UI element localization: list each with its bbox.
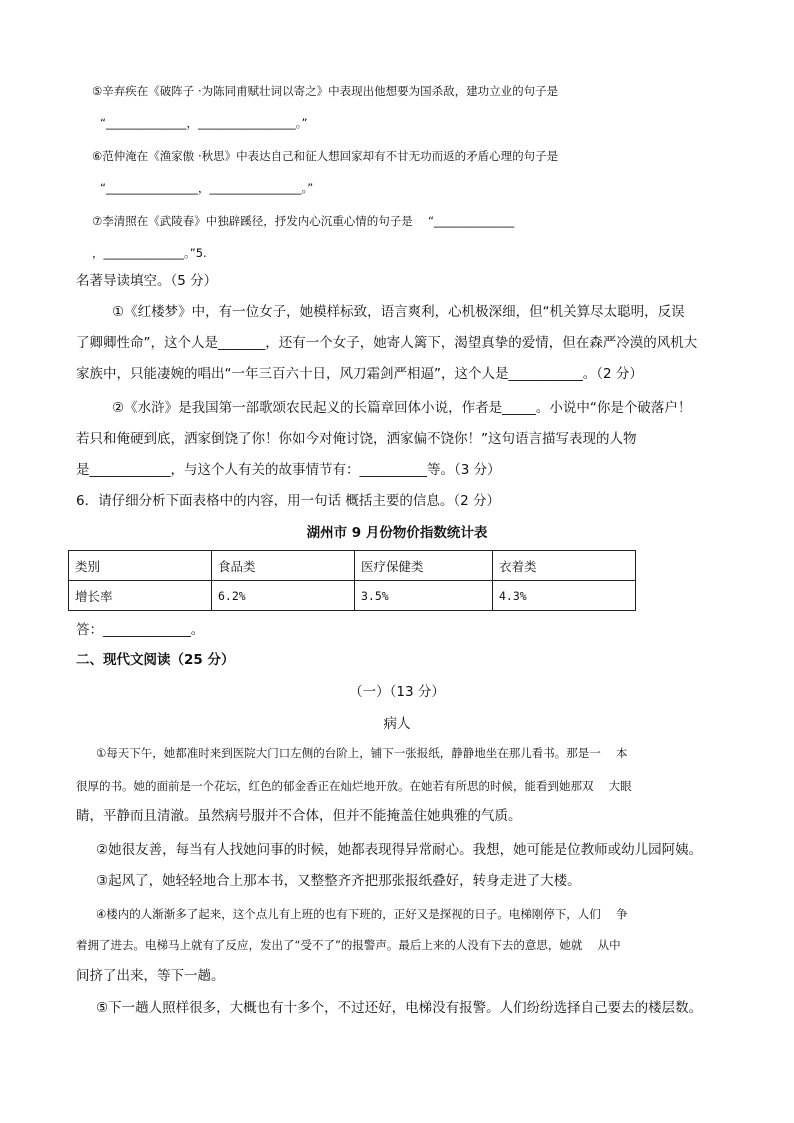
table-cell-medical: 3.5% <box>355 581 493 611</box>
question6-title: 6．请仔细分析下面表格中的内容，用一句话 概括主要的信息。（2 分） <box>76 493 501 509</box>
q5-prompt: ⑤辛弃疾在《破阵子 ·为陈同甫赋壮词以寄之》中表现出他想要为国杀敌，建功立业的句子是 <box>92 84 559 98</box>
part2-title: 二、现代文阅读（25 分） <box>76 652 235 668</box>
article-p5: ⑤下一趟人照样很多，大概也有十多个，不过还好，电梯没有报警。人们纷纷选择自己要去的楼层数。 <box>96 1000 703 1016</box>
q6-answer-blank: “________________，________________。” <box>100 181 314 195</box>
article-title: 病人 <box>383 716 411 732</box>
q7-prompt: ⑦李清照在《武陵春》中独辟蹊径，抒发内心沉重心情的句子是 “______________ <box>92 214 515 228</box>
article-p1-line1: ①每天下午，她都准时来到医院大门口左侧的台阶上，铺下一张报纸，静静地坐在那儿看书。那是一 本 <box>96 746 628 760</box>
section5-p1-line3: 家族中，只能凄婉的唱出“一年三百六十日，风刀霜剑严相逼”，这个人是___________。（2 分） <box>76 366 643 382</box>
article-p4-line2: 着拥了进去。电梯马上就有了反应，发出了“受不了”的报警声。最后上来的人没有下去的意思，她就 从中 <box>76 938 621 952</box>
price-index-table <box>68 550 636 611</box>
subsection-title: （一）（13 分） <box>349 684 445 700</box>
q7-answer-blank: ，______________。”5. <box>92 246 207 260</box>
table-cell-clothing: 4.3% <box>493 581 636 611</box>
table-cell-food: 6.2% <box>212 581 355 611</box>
table-header-clothing: 衣着类 <box>493 551 636 581</box>
section5-p2-line2: 若只和俺硬到底，洒家倒饶了你！你如今对俺讨饶，洒家偏不饶你！”这句语言描写表现的人物 <box>76 431 637 447</box>
article-p1-line3: 睛，平静而且清澈。虽然病号服并不合体，但并不能掩盖住她典雅的气质。 <box>76 808 522 824</box>
q5-answer-blank: “______________，_________________。” <box>100 116 308 130</box>
article-p3: ③起风了，她轻轻地合上那本书，又整整齐齐把那张报纸叠好，转身走进了大楼。 <box>96 873 581 889</box>
section5-p1-line1: ①《红楼梦》中，有一位女子，她模样标致，语言爽利，心机极深细，但“机关算尽太聪明，反误 <box>112 304 685 320</box>
table-title: 湖州市 9 月份物价指数统计表 <box>306 525 488 541</box>
article-p2: ②她很友善，每当有人找她问事的时候，她都表现得异常耐心。我想，她可能是位教师或幼儿园阿姨。 <box>96 842 703 858</box>
article-p1-line2: 很厚的书。她的面前是一个花坛，红色的郁金香正在灿烂地开放。在她若有所思的时候，能看到她那双 大眼 <box>76 779 632 793</box>
table-header-medical: 医疗保健类 <box>355 551 493 581</box>
table-header-row <box>69 551 636 581</box>
q6-prompt: ⑥范仲淹在《渔家傲 ·秋思》中表达自己和征人想回家却有不甘无功而返的矛盾心理的句子是 <box>92 149 559 163</box>
article-p4-line3: 间挤了出来，等下一趟。 <box>76 968 225 984</box>
section5-p1-line2: 了卿卿性命”，这个人是_______，还有一个女子，她寄人篱下，渴望真挚的爱情，但在森严冷漠的风机大 <box>76 335 698 351</box>
table-header-category: 类别 <box>69 551 212 581</box>
table-header-food: 食品类 <box>212 551 355 581</box>
section5-p2-line3: 是____________，与这个人有关的故事情节有：__________等。（3 分） <box>76 462 501 478</box>
section5-p2-line1: ②《水浒》是我国第一部歌颂农民起义的长篇章回体小说，作者是_____。小说中“你是个破落户！ <box>112 400 692 416</box>
section5-title: 名著导读填空。（5 分） <box>76 273 218 289</box>
table-row-label: 增长率 <box>69 581 212 611</box>
answer-line: 答：_____________。 <box>76 622 205 638</box>
article-p4-line1: ④楼内的人渐渐多了起来，这个点儿有上班的也有下班的，正好又是探视的日子。电梯刚停下，人们 争 <box>96 907 628 921</box>
table-row <box>69 581 636 611</box>
